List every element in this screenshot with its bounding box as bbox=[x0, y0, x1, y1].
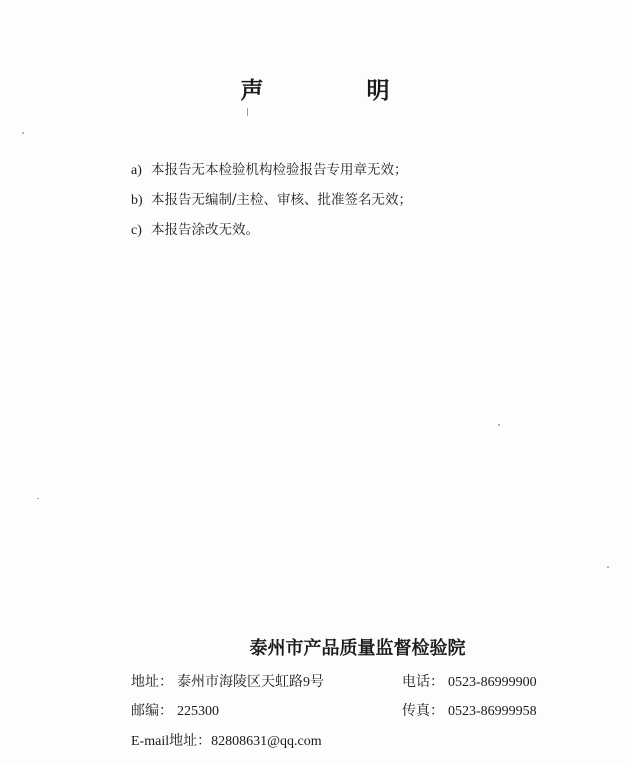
telephone-value: 0523-86999900 bbox=[448, 675, 537, 690]
address-label: 地址： bbox=[131, 675, 173, 690]
email-value: 82808631@qq.com bbox=[211, 734, 322, 749]
scan-speck bbox=[22, 132, 24, 134]
postcode-line bbox=[131, 700, 219, 720]
scan-speck bbox=[607, 566, 609, 568]
scan-speck bbox=[498, 424, 500, 426]
clause-text: 本报告无本检验机构检验报告专用章无效； bbox=[151, 162, 408, 178]
clause-marker: b) bbox=[131, 193, 143, 208]
clause-item bbox=[131, 158, 412, 188]
clause-text: 本报告无编制/主检、审核、批准签名无效； bbox=[151, 192, 413, 208]
scan-speck bbox=[37, 498, 39, 499]
clause-item bbox=[131, 188, 412, 218]
fax-line bbox=[402, 700, 537, 720]
telephone-line bbox=[402, 671, 537, 691]
clause-marker: a) bbox=[131, 163, 142, 178]
telephone-label: 电话： bbox=[402, 675, 444, 690]
clause-marker: c) bbox=[131, 223, 142, 238]
clause-text: 本报告涂改无效。 bbox=[151, 222, 259, 238]
page-title: 声 明 bbox=[240, 78, 430, 104]
email-line bbox=[131, 730, 322, 750]
fax-value: 0523-86999958 bbox=[448, 704, 537, 719]
fax-label: 传真： bbox=[402, 704, 444, 719]
clause-item bbox=[131, 218, 412, 248]
address-line bbox=[131, 671, 324, 691]
postcode-label: 邮编： bbox=[131, 704, 173, 719]
organization-name: 泰州市产品质量监督检验院 bbox=[249, 638, 466, 659]
address-value: 泰州市海陵区天虹路9号 bbox=[177, 675, 324, 690]
postcode-value: 225300 bbox=[177, 704, 219, 719]
email-label: E-mail地址： bbox=[131, 734, 212, 749]
scan-speck bbox=[247, 108, 248, 116]
clause-list bbox=[131, 158, 412, 248]
